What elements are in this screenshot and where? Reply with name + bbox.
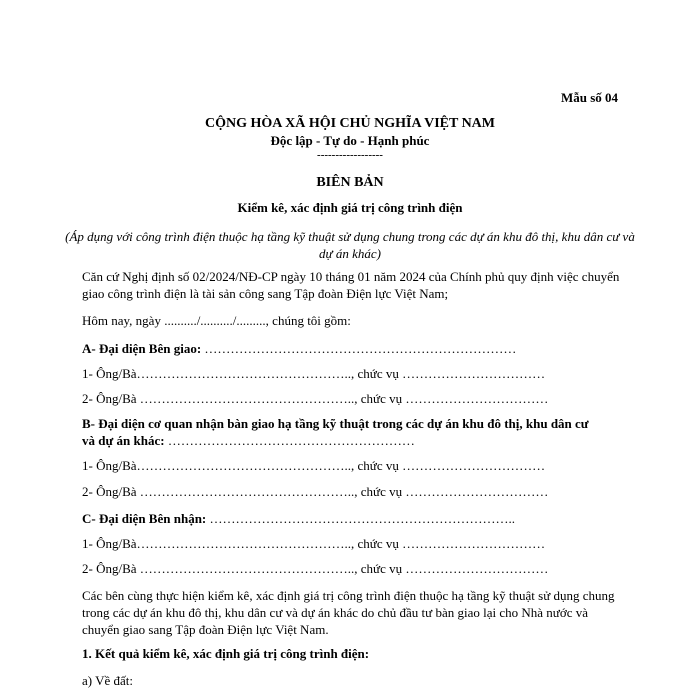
section-a-heading-label: A- Đại diện Bên giao: bbox=[82, 341, 202, 356]
section-c-heading bbox=[82, 511, 515, 527]
section-a-row-1: 1- Ông/Bà………………………………………….., chức vụ …………………………… bbox=[82, 366, 546, 381]
nation-header: CỘNG HÒA XÃ HỘI CHỦ NGHĨA VIỆT NAM bbox=[204, 116, 495, 131]
section-b-heading-line-1: B- Đại diện cơ quan nhận bàn giao hạ tầng kỹ thuật trong các dự án khu đô thị, khu dân cư bbox=[82, 416, 589, 431]
section-b-heading-dots: ………………………………………………… bbox=[164, 433, 415, 448]
section-c-row-1: 1- Ông/Bà………………………………………….., chức vụ …………………………… bbox=[82, 536, 546, 551]
section-1-item-a: a) Về đất: bbox=[82, 673, 134, 688]
section-b-heading-line-2 bbox=[82, 433, 415, 449]
form-number: Mẫu số 04 bbox=[560, 90, 618, 105]
section-c-heading-dots: …………………………………………………………….. bbox=[206, 511, 515, 526]
section-c-heading-label: C- Đại diện Bên nhận: bbox=[82, 511, 207, 526]
date-line: Hôm nay, ngày ........../........../........., chúng tôi gồm: bbox=[82, 313, 351, 328]
section-a-heading-dots: ……………………………………………………………… bbox=[201, 341, 517, 356]
motto: Độc lập - Tự do - Hạnh phúc bbox=[270, 133, 430, 148]
section-b-row-2: 2- Ông/Bà ………………………………………….., chức vụ …………………………… bbox=[82, 484, 549, 499]
section-a-heading bbox=[82, 341, 516, 357]
section-c-row-2: 2- Ông/Bà ………………………………………….., chức vụ …………………………… bbox=[82, 561, 549, 576]
legal-basis: Căn cứ Nghị định số 02/2024/NĐ-CP ngày 10 tháng 01 năm 2024 của Chính phủ quy định việc chuyển giao công trình điện là tài sản công sang Tập đoàn Điện lực Việt Nam; bbox=[82, 269, 620, 301]
section-1-heading: 1. Kết quả kiểm kê, xác định giá trị công trình điện: bbox=[82, 646, 370, 661]
section-a-row-2: 2- Ông/Bà ………………………………………….., chức vụ …………………………… bbox=[82, 391, 549, 406]
header-divider: ------------------ bbox=[317, 149, 383, 161]
document-title: BIÊN BẢN bbox=[316, 175, 384, 190]
section-b-heading-label: và dự án khác: bbox=[82, 433, 165, 448]
document-subtitle: Kiểm kê, xác định giá trị công trình điện bbox=[237, 200, 463, 215]
agreement-paragraph: Các bên cùng thực hiện kiểm kê, xác định giá trị công trình điện thuộc hạ tầng kỹ thuật sử dụng chung trong các dự án khu đô thị, khu dân cư và dự án khác do chủ đầu tư bàn giao lại cho Nhà nước và chuyển giao sang Tập đoàn Điện lực Việt Nam. bbox=[82, 588, 615, 637]
section-b-row-1: 1- Ông/Bà………………………………………….., chức vụ …………………………… bbox=[82, 458, 546, 473]
scope-note: (Áp dụng với công trình điện thuộc hạ tầng kỹ thuật sử dụng chung trong các dự án khu đô thị, khu dân cư và dự án khác) bbox=[65, 229, 635, 261]
